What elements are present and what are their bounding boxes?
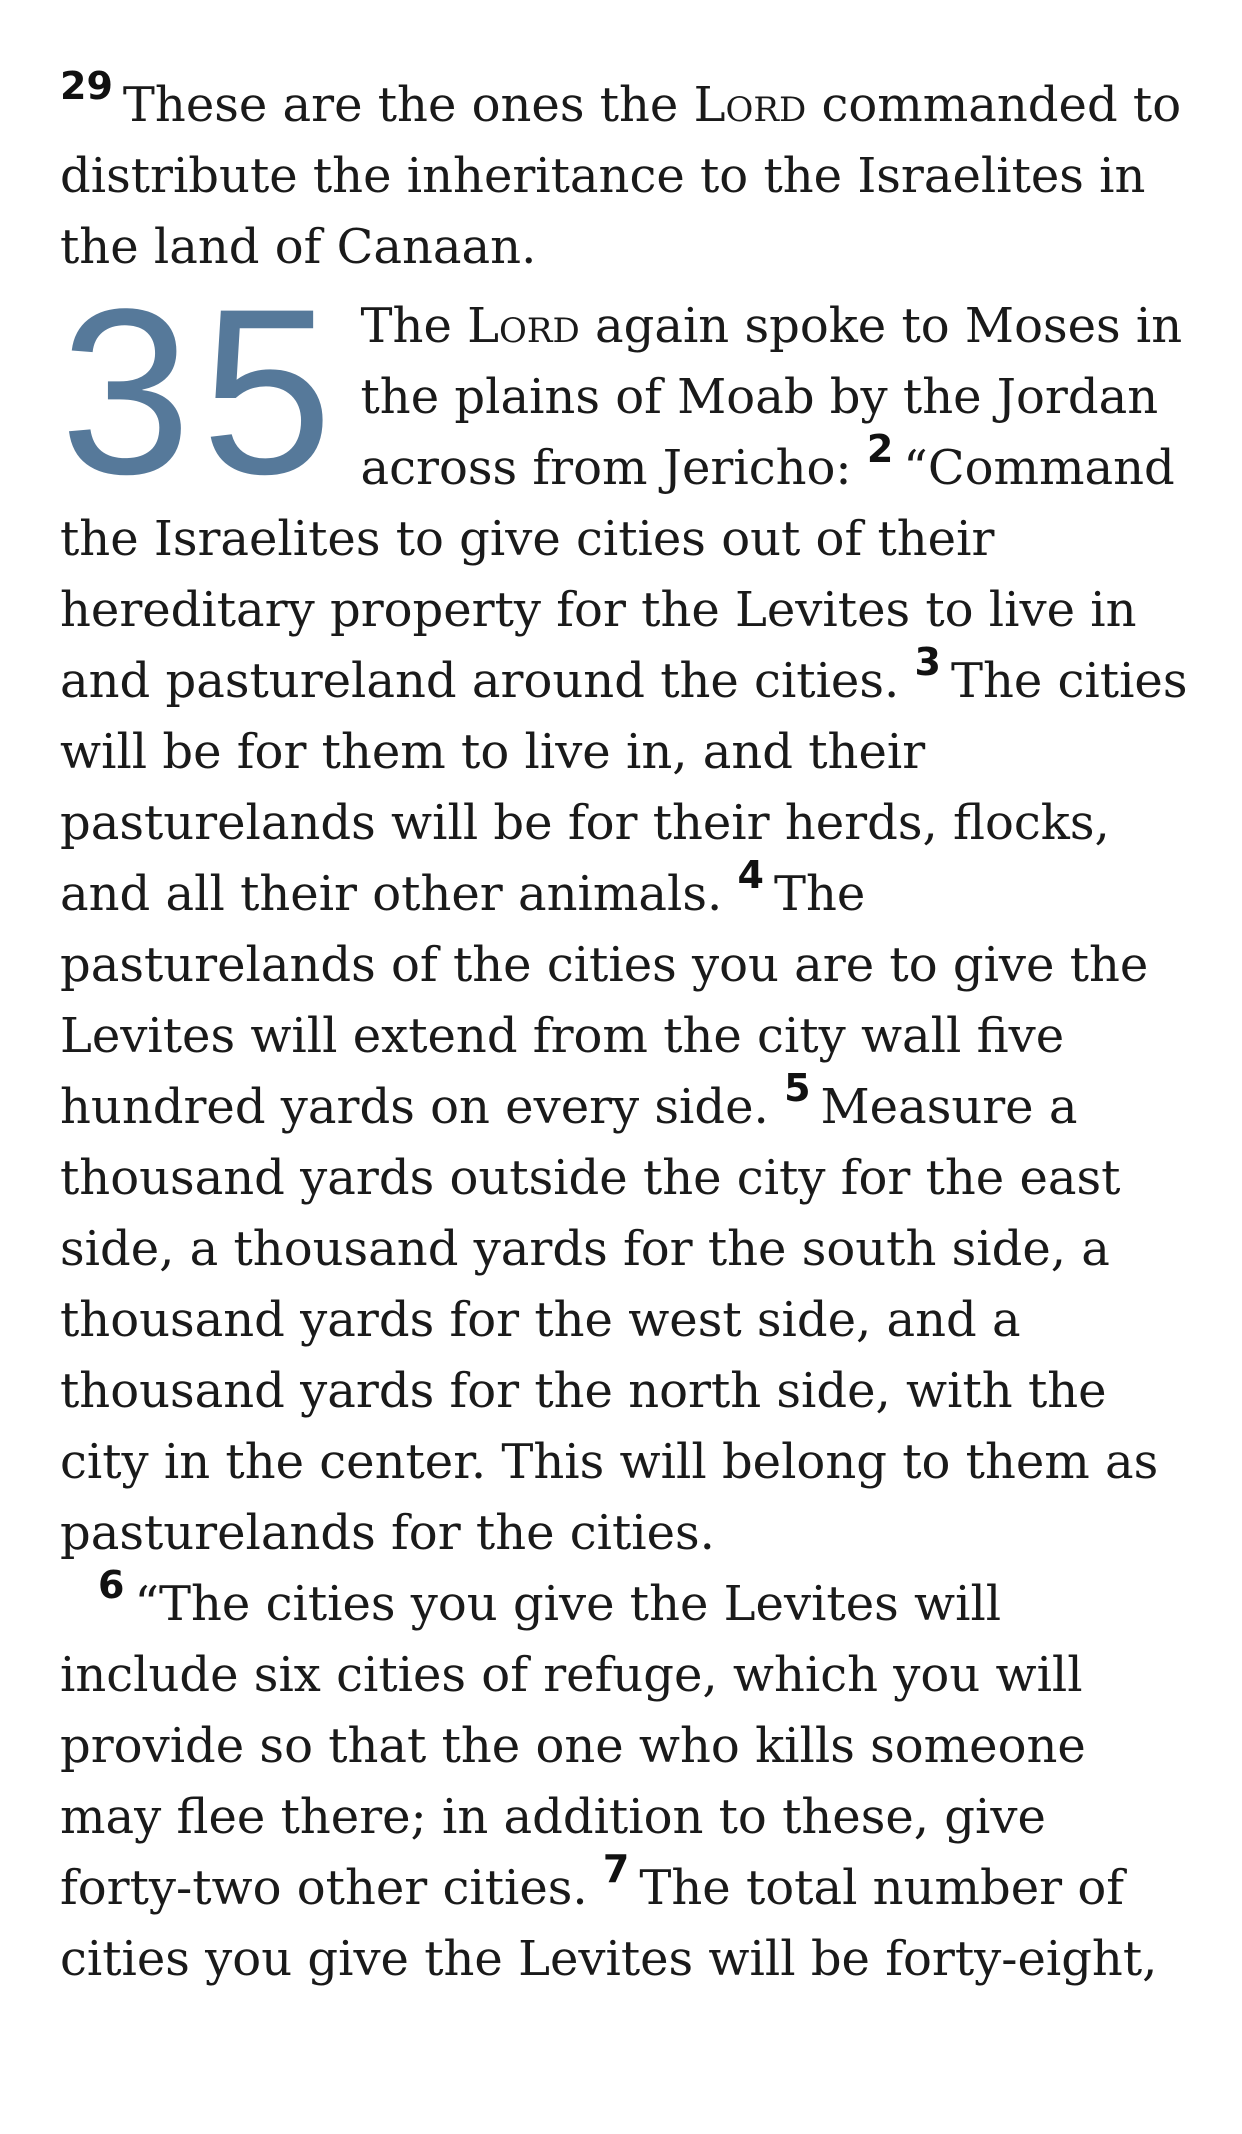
verse-number-29[interactable]: 29 xyxy=(60,64,113,108)
verse-number-4[interactable]: 4 xyxy=(737,853,764,897)
verse-6-paragraph xyxy=(60,1563,1190,1995)
verse-number-3[interactable]: 3 xyxy=(914,640,941,684)
verse-1-text-end: again spoke to Moses in the plains of Moab by the Jordan across from Jericho: xyxy=(360,298,1183,496)
verse-3-text: The cities will be for them to live in, and their pasturelands will be for their herds, flocks, and all their other animals. xyxy=(60,653,1188,922)
verse-number-7[interactable]: 7 xyxy=(602,1847,630,1891)
chapter-35-paragraph xyxy=(60,260,1190,1569)
verse-number-2[interactable]: 2 xyxy=(866,427,894,471)
verse-1-text-start: The xyxy=(360,298,468,354)
verse-5-text: Measure a thousand yards outside the city for the east side, a thousand yards for the south side, a thousand yards for the west side, and a thousand yards for the north side, with the city in the center. This will belong to them as pasturelands for the cities. xyxy=(60,1079,1159,1561)
verse-29-text-start: These are the ones the xyxy=(122,77,694,133)
verse-number-5[interactable]: 5 xyxy=(784,1066,811,1110)
verse-7-text: The total number of cities you give the Levites will be forty-eight, xyxy=(60,1860,1158,1987)
divine-name-lord: Lord xyxy=(467,298,580,354)
verse-number-6[interactable]: 6 xyxy=(98,1563,125,1607)
scripture-passage xyxy=(60,64,1190,1995)
divine-name-lord: Lord xyxy=(693,77,807,133)
verse-2-text: “Command the Israelites to give cities out of their hereditary property for the Levites to live in and pastureland around the cities. xyxy=(60,440,1175,709)
chapter-number[interactable]: 35 xyxy=(60,260,343,524)
verse-4-text: The pasturelands of the cities you are to give the Levites will extend from the city wall five hundred yards on every side. xyxy=(60,866,1149,1135)
verse-29-text-end: commanded to distribute the inheritance to the Israelites in the land of Canaan. xyxy=(60,77,1182,275)
verse-29-paragraph xyxy=(60,64,1190,283)
verse-6-text: “The cities you give the Levites will include six cities of refuge, which you will provide so that the one who kills someone may flee there; in addition to these, give forty-two other cities. xyxy=(60,1576,1086,1916)
